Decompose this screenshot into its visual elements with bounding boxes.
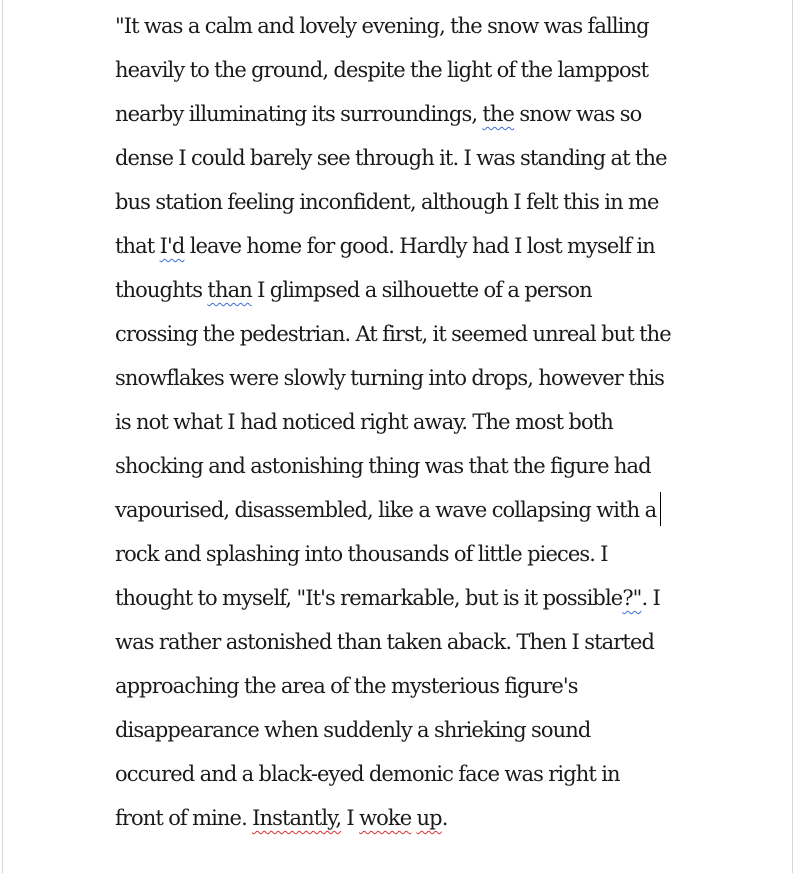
text-line[interactable]: [115, 136, 755, 180]
text-run: "It was a calm and lovely evening, the snow was falling: [115, 14, 649, 38]
grammar-flagged-word: than: [207, 278, 252, 302]
text-run: heavily to the ground, despite the light of the lamppost: [115, 58, 649, 82]
text-run: crossing the pedestrian. At first, it seemed unreal but the: [115, 322, 671, 346]
text-line[interactable]: [115, 4, 755, 48]
grammar-flagged-word: ?": [622, 586, 642, 610]
text-run: approaching the area of the mysterious figure's: [115, 674, 578, 698]
text-line[interactable]: [115, 796, 755, 840]
text-line[interactable]: [115, 48, 755, 92]
text-line[interactable]: [115, 180, 755, 224]
text-run: I: [341, 806, 360, 830]
text-line[interactable]: [115, 576, 755, 620]
text-line[interactable]: [115, 224, 755, 268]
text-line[interactable]: [115, 532, 755, 576]
text-run: .: [441, 806, 448, 830]
text-line[interactable]: [115, 664, 755, 708]
text-run: was rather astonished than taken aback. Then I started: [115, 630, 655, 654]
text-run: occured and a black-eyed demonic face was right in: [115, 762, 620, 786]
text-run: is not what I had noticed right away. The most both: [115, 410, 613, 434]
spelling-flagged-word: Instantly,: [252, 806, 342, 830]
text-run: thought to myself, "It's remarkable, but is it possible: [115, 586, 623, 610]
spelling-flagged-word: woke: [359, 806, 412, 830]
text-run: I glimpsed a silhouette of a person: [251, 278, 592, 302]
text-run: front of mine.: [115, 806, 253, 830]
text-run: vapourised, disassembled, like a wave collapsing with a: [115, 498, 657, 522]
text-run: bus station feeling inconfident, although I felt this in me: [115, 190, 659, 214]
text-line[interactable]: [115, 400, 755, 444]
text-line[interactable]: [115, 752, 755, 796]
text-run: shocking and astonishing thing was that the figure had: [115, 454, 651, 478]
text-run: that: [115, 234, 160, 258]
text-line[interactable]: [115, 268, 755, 312]
text-line[interactable]: [115, 620, 755, 664]
text-run: rock and splashing into thousands of little pieces. I: [115, 542, 608, 566]
text-run: disappearance when suddenly a shrieking sound: [115, 718, 591, 742]
text-line[interactable]: [115, 92, 755, 136]
text-run: dense I could barely see through it. I was standing at the: [115, 146, 667, 170]
text-line[interactable]: [115, 444, 755, 488]
text-line[interactable]: [115, 312, 755, 356]
text-line[interactable]: [115, 708, 755, 752]
grammar-flagged-word: I'd: [159, 234, 185, 258]
text-run: thoughts: [115, 278, 208, 302]
document-page[interactable]: [2, 0, 793, 873]
grammar-flagged-word: the: [482, 102, 515, 126]
document-body[interactable]: [115, 4, 755, 840]
text-cursor: [660, 492, 661, 526]
text-run: snow was so: [514, 102, 642, 126]
text-line[interactable]: [115, 488, 755, 532]
spelling-flagged-word: up: [416, 806, 442, 830]
text-run: snowflakes were slowly turning into drops, however this: [115, 366, 665, 390]
text-line[interactable]: [115, 356, 755, 400]
text-run: . I: [641, 586, 660, 610]
text-run: leave home for good. Hardly had I lost myself in: [184, 234, 655, 258]
text-run: nearby illuminating its surroundings,: [115, 102, 483, 126]
